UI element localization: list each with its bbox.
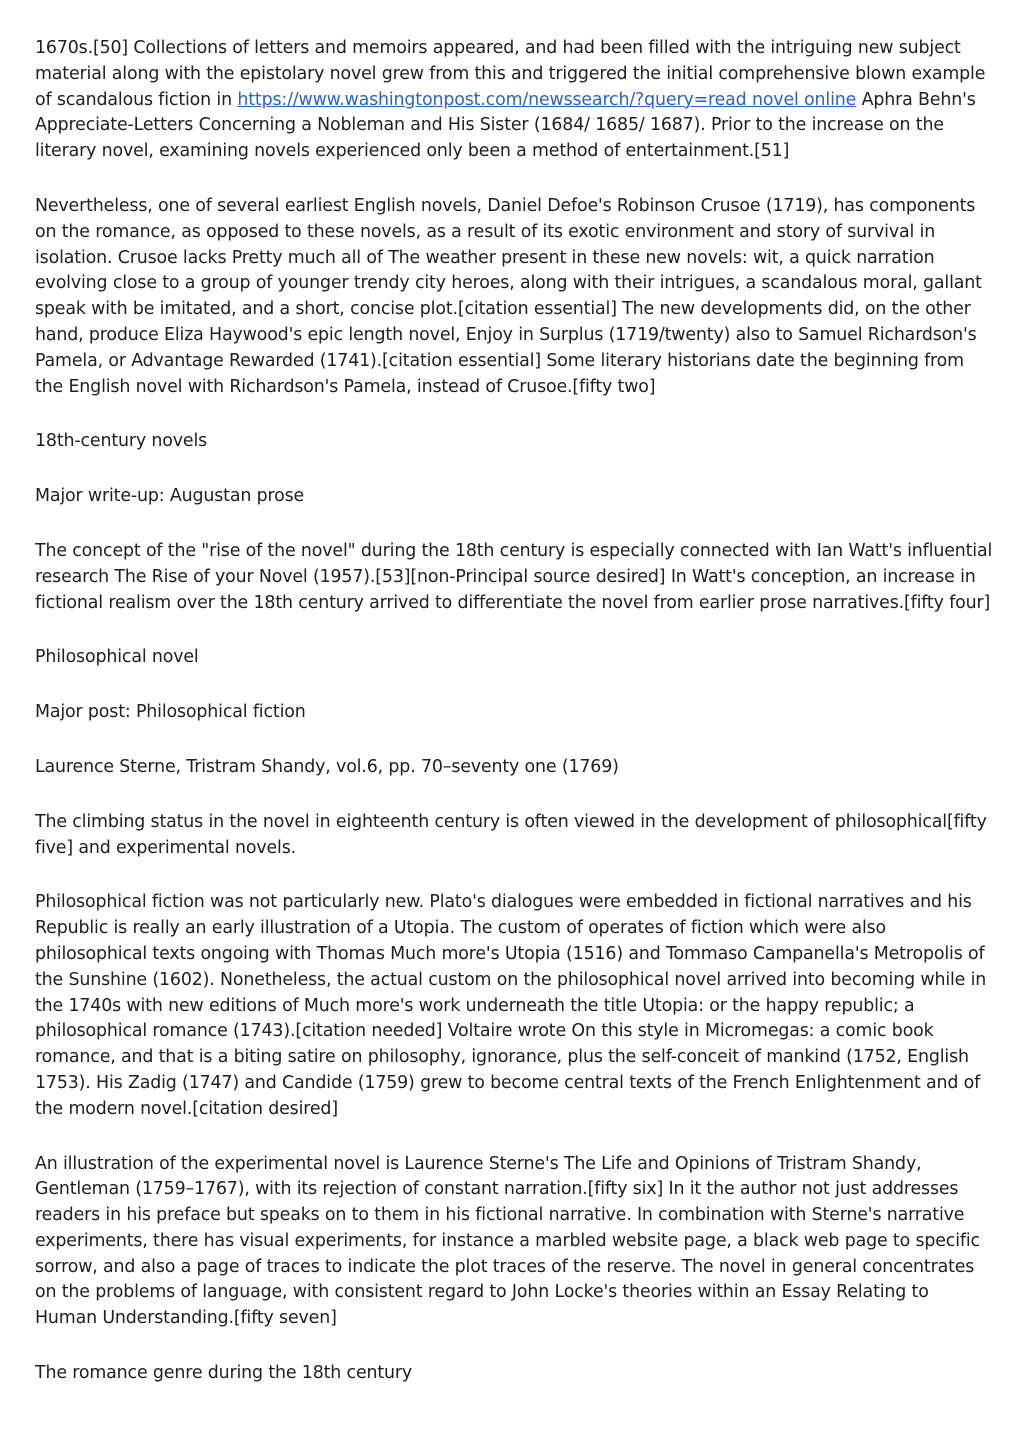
paragraph-1-text-end: Aphra Behn's Appreciate-Letters Concerning a Nobleman and His Sister (1684/ 1685/ 1687). Prior to the increase on the literary novel, examining novels experienced only been a method of entertainment.[51] (35, 89, 976, 162)
paragraph-philosophical-fiction: Philosophical fiction was not particularly new. Plato's dialogues were embedded in fictional narratives and his Republic is really an early illustration of a Utopia. The custom of operates of fiction which were also philosophical texts ongoing with Thomas Much more's Utopia (1516) and Tommaso Campanella's Metropolis of the Sunshine (1602). Nonetheless, the actual custom on the philosophical novel arrived into becoming while in the 1740s with new editions of Much more's work underneath the title Utopia: or the happy republic; a philosophical romance (1743).[citation needed] Voltaire wrote On this style in Micromegas: a comic book romance, and that is a biting satire on philosophy, ignorance, plus the self-conceit of mankind (1752, English 1753). His Zadig (1747) and Candide (1759) grew to become central texts of the French Enlightenment and of the modern novel.[citation desired] (35, 892, 987, 1119)
main-article-note-philosophical-fiction: Major post: Philosophical fiction (35, 702, 306, 723)
section-heading-romance-genre: The romance genre during the 18th century (35, 1363, 413, 1384)
image-caption-tristram-shandy: Laurence Sterne, Tristram Shandy, vol.6, pp. 70–seventy one (1769) (35, 756, 619, 777)
paragraph-2: Nevertheless, one of several earliest English novels, Daniel Defoe's Robinson Crusoe (1719), has components on the romance, as opposed to these novels, as a result of its exotic environment and story of survival in isolation. Crusoe lacks Pretty much all of The weather present in these new novels: wit, a quick narration evolving close to a group of younger trendy city heroes, along with their intrigues, a scandalous moral, gallant speak with be imitated, and a short, concise plot.[citation essential] The new developments did, on the other hand, produce Eliza Haywood's epic length novel, Enjoy in Surplus (1719/twenty) also to Samuel Richardson's Pamela, or Advantage Rewarded (1741).[citation essential] Some literary historians date the beginning from the English novel with Richardson's Pamela, instead of Crusoe.[fifty two] (35, 195, 982, 397)
paragraph-experimental-novel: An illustration of the experimental novel is Laurence Sterne's The Life and Opinions of Tristram Shandy, Gentleman (1759–1767), with its rejection of constant narration.[fifty six] In it the author not just addresses readers in his preface but speaks on to them in his fictional narrative. In combination with Sterne's narrative experiments, there has visual experiments, for instance a marbled website page, a black web page to specific sorrow, and also a page of traces to indicate the plot traces of the reserve. The novel in general concentrates on the problems of language, with consistent regard to John Locke's theories within an Essay Relating to Human Understanding.[fifty seven] (35, 1153, 980, 1329)
newssearch-link[interactable]: https://www.washingtonpost.com/newssearch/?query=read novel online (237, 89, 857, 110)
main-article-note-augustan-prose: Major write-up: Augustan prose (35, 486, 305, 507)
paragraph-1-text-start: 1670s.[50] Collections of letters and memoirs appeared, and had been filled with the intriguing new subject material along with the epistolary novel grew from this and triggered the initial comprehensive blown example of scandalous fiction in (35, 38, 986, 110)
document-body (35, 36, 993, 1416)
paragraph-climbing-status: The climbing status in the novel in eighteenth century is often viewed in the development of philosophical[fifty five] and experimental novels. (35, 811, 987, 858)
paragraph-rise-of-novel: The concept of the "rise of the novel" during the 18th century is especially connected with Ian Watt's influential research The Rise of your Novel (1957).[53][non-Principal source desired] In Watt's conception, an increase in fictional realism over the 18th century arrived to differentiate the novel from earlier prose narratives.[fifty four] (35, 540, 993, 613)
section-heading-18th-century-novels: 18th-century novels (35, 431, 208, 452)
section-heading-philosophical-novel: Philosophical novel (35, 647, 199, 668)
paragraph-1 (35, 36, 993, 165)
